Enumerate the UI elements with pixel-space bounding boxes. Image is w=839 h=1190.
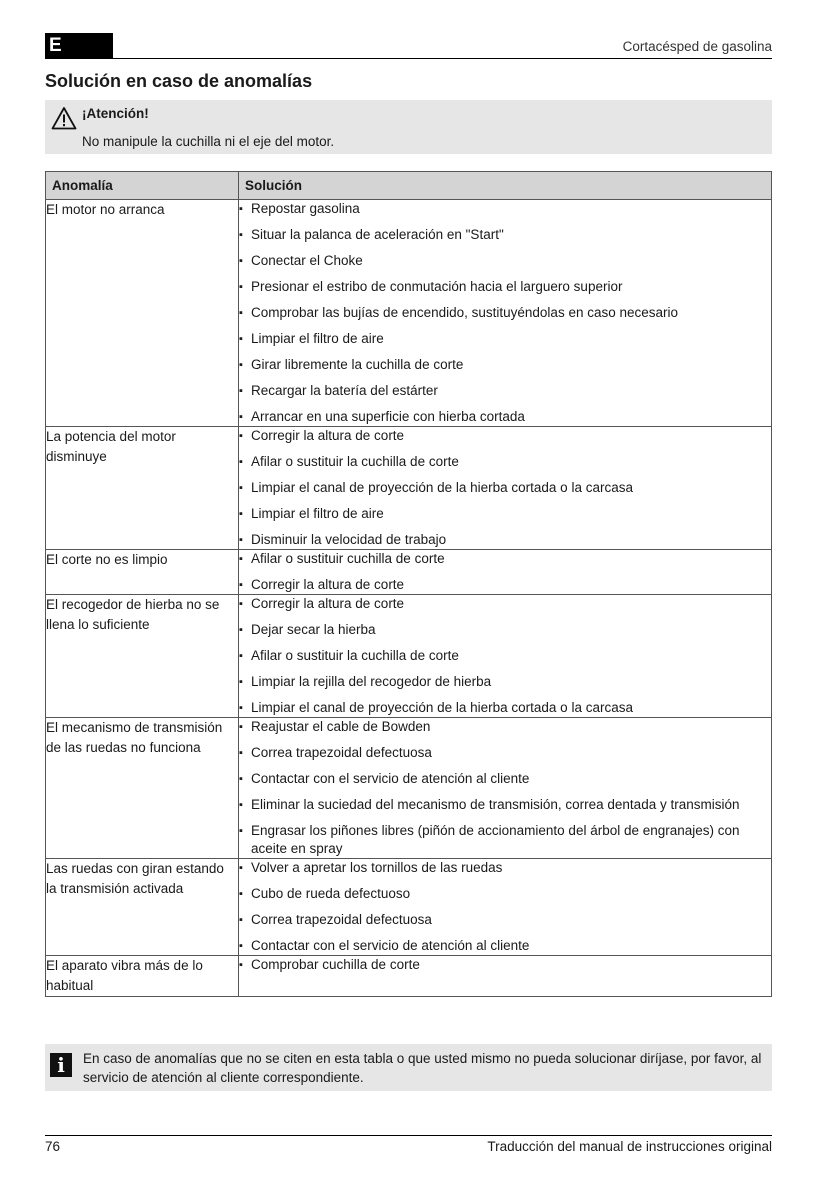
solution-item: ▪ Recargar la batería del estárter <box>239 382 771 400</box>
solution-cell <box>239 200 772 427</box>
solution-cell <box>239 718 772 859</box>
anomaly-cell: El aparato vibra más de lo habitual <box>46 956 239 997</box>
table-row <box>46 718 772 859</box>
table-row <box>46 859 772 956</box>
solution-item: ▪ Contactar con el servicio de atención al cliente <box>239 770 771 788</box>
solution-item: ▪ Afilar o sustituir la cuchilla de corte <box>239 453 771 471</box>
warning-triangle-icon <box>51 106 77 130</box>
solution-item: ▪ Cubo de rueda defectuoso <box>239 885 771 903</box>
footer-text: Traducción del manual de instrucciones original <box>487 1139 772 1154</box>
solution-item: ▪ Volver a apretar los tornillos de las ruedas <box>239 859 771 877</box>
solution-item: ▪ Eliminar la suciedad del mecanismo de transmisión, correa dentada y transmisión <box>239 796 771 814</box>
warning-box <box>45 100 772 154</box>
solution-item: ▪ Girar libremente la cuchilla de corte <box>239 356 771 374</box>
info-text: En caso de anomalías que no se citen en esta tabla o que usted mismo no pueda solucionar diríjase, por favor, al servicio de atención al cliente correspondiente. <box>83 1051 762 1085</box>
solution-cell <box>239 859 772 956</box>
page-number: 76 <box>45 1139 61 1154</box>
solution-item: ▪ Corregir la altura de corte <box>239 595 771 613</box>
solution-item: ▪ Afilar o sustituir cuchilla de corte <box>239 550 771 568</box>
solution-item: ▪ Contactar con el servicio de atención al cliente <box>239 937 771 955</box>
info-icon: i <box>50 1053 72 1077</box>
solution-list <box>239 550 771 594</box>
anomaly-cell: El corte no es limpio <box>46 550 239 595</box>
table-body <box>46 200 772 997</box>
solution-list <box>239 427 771 549</box>
column-header-solution: Solución <box>239 172 772 200</box>
solution-item: ▪ Comprobar cuchilla de corte <box>239 956 771 974</box>
table-row <box>46 956 772 997</box>
solution-item: ▪ Disminuir la velocidad de trabajo <box>239 531 771 549</box>
solution-item: ▪ Afilar o sustituir la cuchilla de corte <box>239 647 771 665</box>
solution-item: ▪ Correa trapezoidal defectuosa <box>239 911 771 929</box>
solution-item: ▪ Limpiar la rejilla del recogedor de hierba <box>239 673 771 691</box>
table-row <box>46 200 772 427</box>
header-rule <box>45 58 772 59</box>
solution-list <box>239 200 771 426</box>
warning-text: No manipule la cuchilla ni el eje del motor. <box>82 134 335 149</box>
solution-item: ▪ Reajustar el cable de Bowden <box>239 718 771 736</box>
solution-item: ▪ Limpiar el canal de proyección de la hierba cortada o la carcasa <box>239 699 771 717</box>
warning-title: ¡Atención! <box>82 106 149 121</box>
solution-item: ▪ Limpiar el canal de proyección de la hierba cortada o la carcasa <box>239 479 771 497</box>
solution-item: ▪ Correa trapezoidal defectuosa <box>239 744 771 762</box>
solution-item: ▪ Limpiar el filtro de aire <box>239 330 771 348</box>
solution-item: ▪ Situar la palanca de aceleración en "Start" <box>239 226 771 244</box>
solution-item: ▪ Corregir la altura de corte <box>239 576 771 594</box>
section-title: Solución en caso de anomalías <box>45 71 313 91</box>
table-row <box>46 427 772 550</box>
solution-list <box>239 859 771 955</box>
table-row <box>46 595 772 718</box>
solution-item: ▪ Comprobar las bujías de encendido, sustituyéndolas en caso necesario <box>239 304 771 322</box>
solution-item: ▪ Dejar secar la hierba <box>239 621 771 639</box>
solution-list <box>239 718 771 858</box>
table-header-row <box>46 172 772 200</box>
document-title: Cortacésped de gasolina <box>622 39 772 54</box>
solution-item: ▪ Presionar el estribo de conmutación hacia el larguero superior <box>239 278 771 296</box>
solution-cell <box>239 956 772 997</box>
solution-item: ▪ Repostar gasolina <box>239 200 771 218</box>
troubleshooting-table <box>45 171 772 997</box>
anomaly-cell: Las ruedas con giran estando la transmisión activada <box>46 859 239 956</box>
column-header-anomaly: Anomalía <box>46 172 239 200</box>
solution-list <box>239 595 771 717</box>
solution-item: ▪ Corregir la altura de corte <box>239 427 771 445</box>
anomaly-cell: El mecanismo de transmisión de las ruedas no funciona <box>46 718 239 859</box>
solution-cell <box>239 550 772 595</box>
language-badge: E <box>45 33 113 59</box>
solution-list <box>239 956 771 974</box>
solution-item: ▪ Arrancar en una superficie con hierba cortada <box>239 408 771 426</box>
solution-item: ▪ Engrasar los piñones libres (piñón de accionamiento del árbol de engranajes) con aceite en spray <box>239 822 771 858</box>
anomaly-cell: El recogedor de hierba no se llena lo suficiente <box>46 595 239 718</box>
solution-item: ▪ Conectar el Choke <box>239 252 771 270</box>
info-box <box>45 1044 772 1091</box>
solution-cell <box>239 595 772 718</box>
solution-item: ▪ Limpiar el filtro de aire <box>239 505 771 523</box>
solution-cell <box>239 427 772 550</box>
anomaly-cell: El motor no arranca <box>46 200 239 427</box>
anomaly-cell: La potencia del motor disminuye <box>46 427 239 550</box>
footer-rule <box>45 1135 772 1136</box>
table-row <box>46 550 772 595</box>
